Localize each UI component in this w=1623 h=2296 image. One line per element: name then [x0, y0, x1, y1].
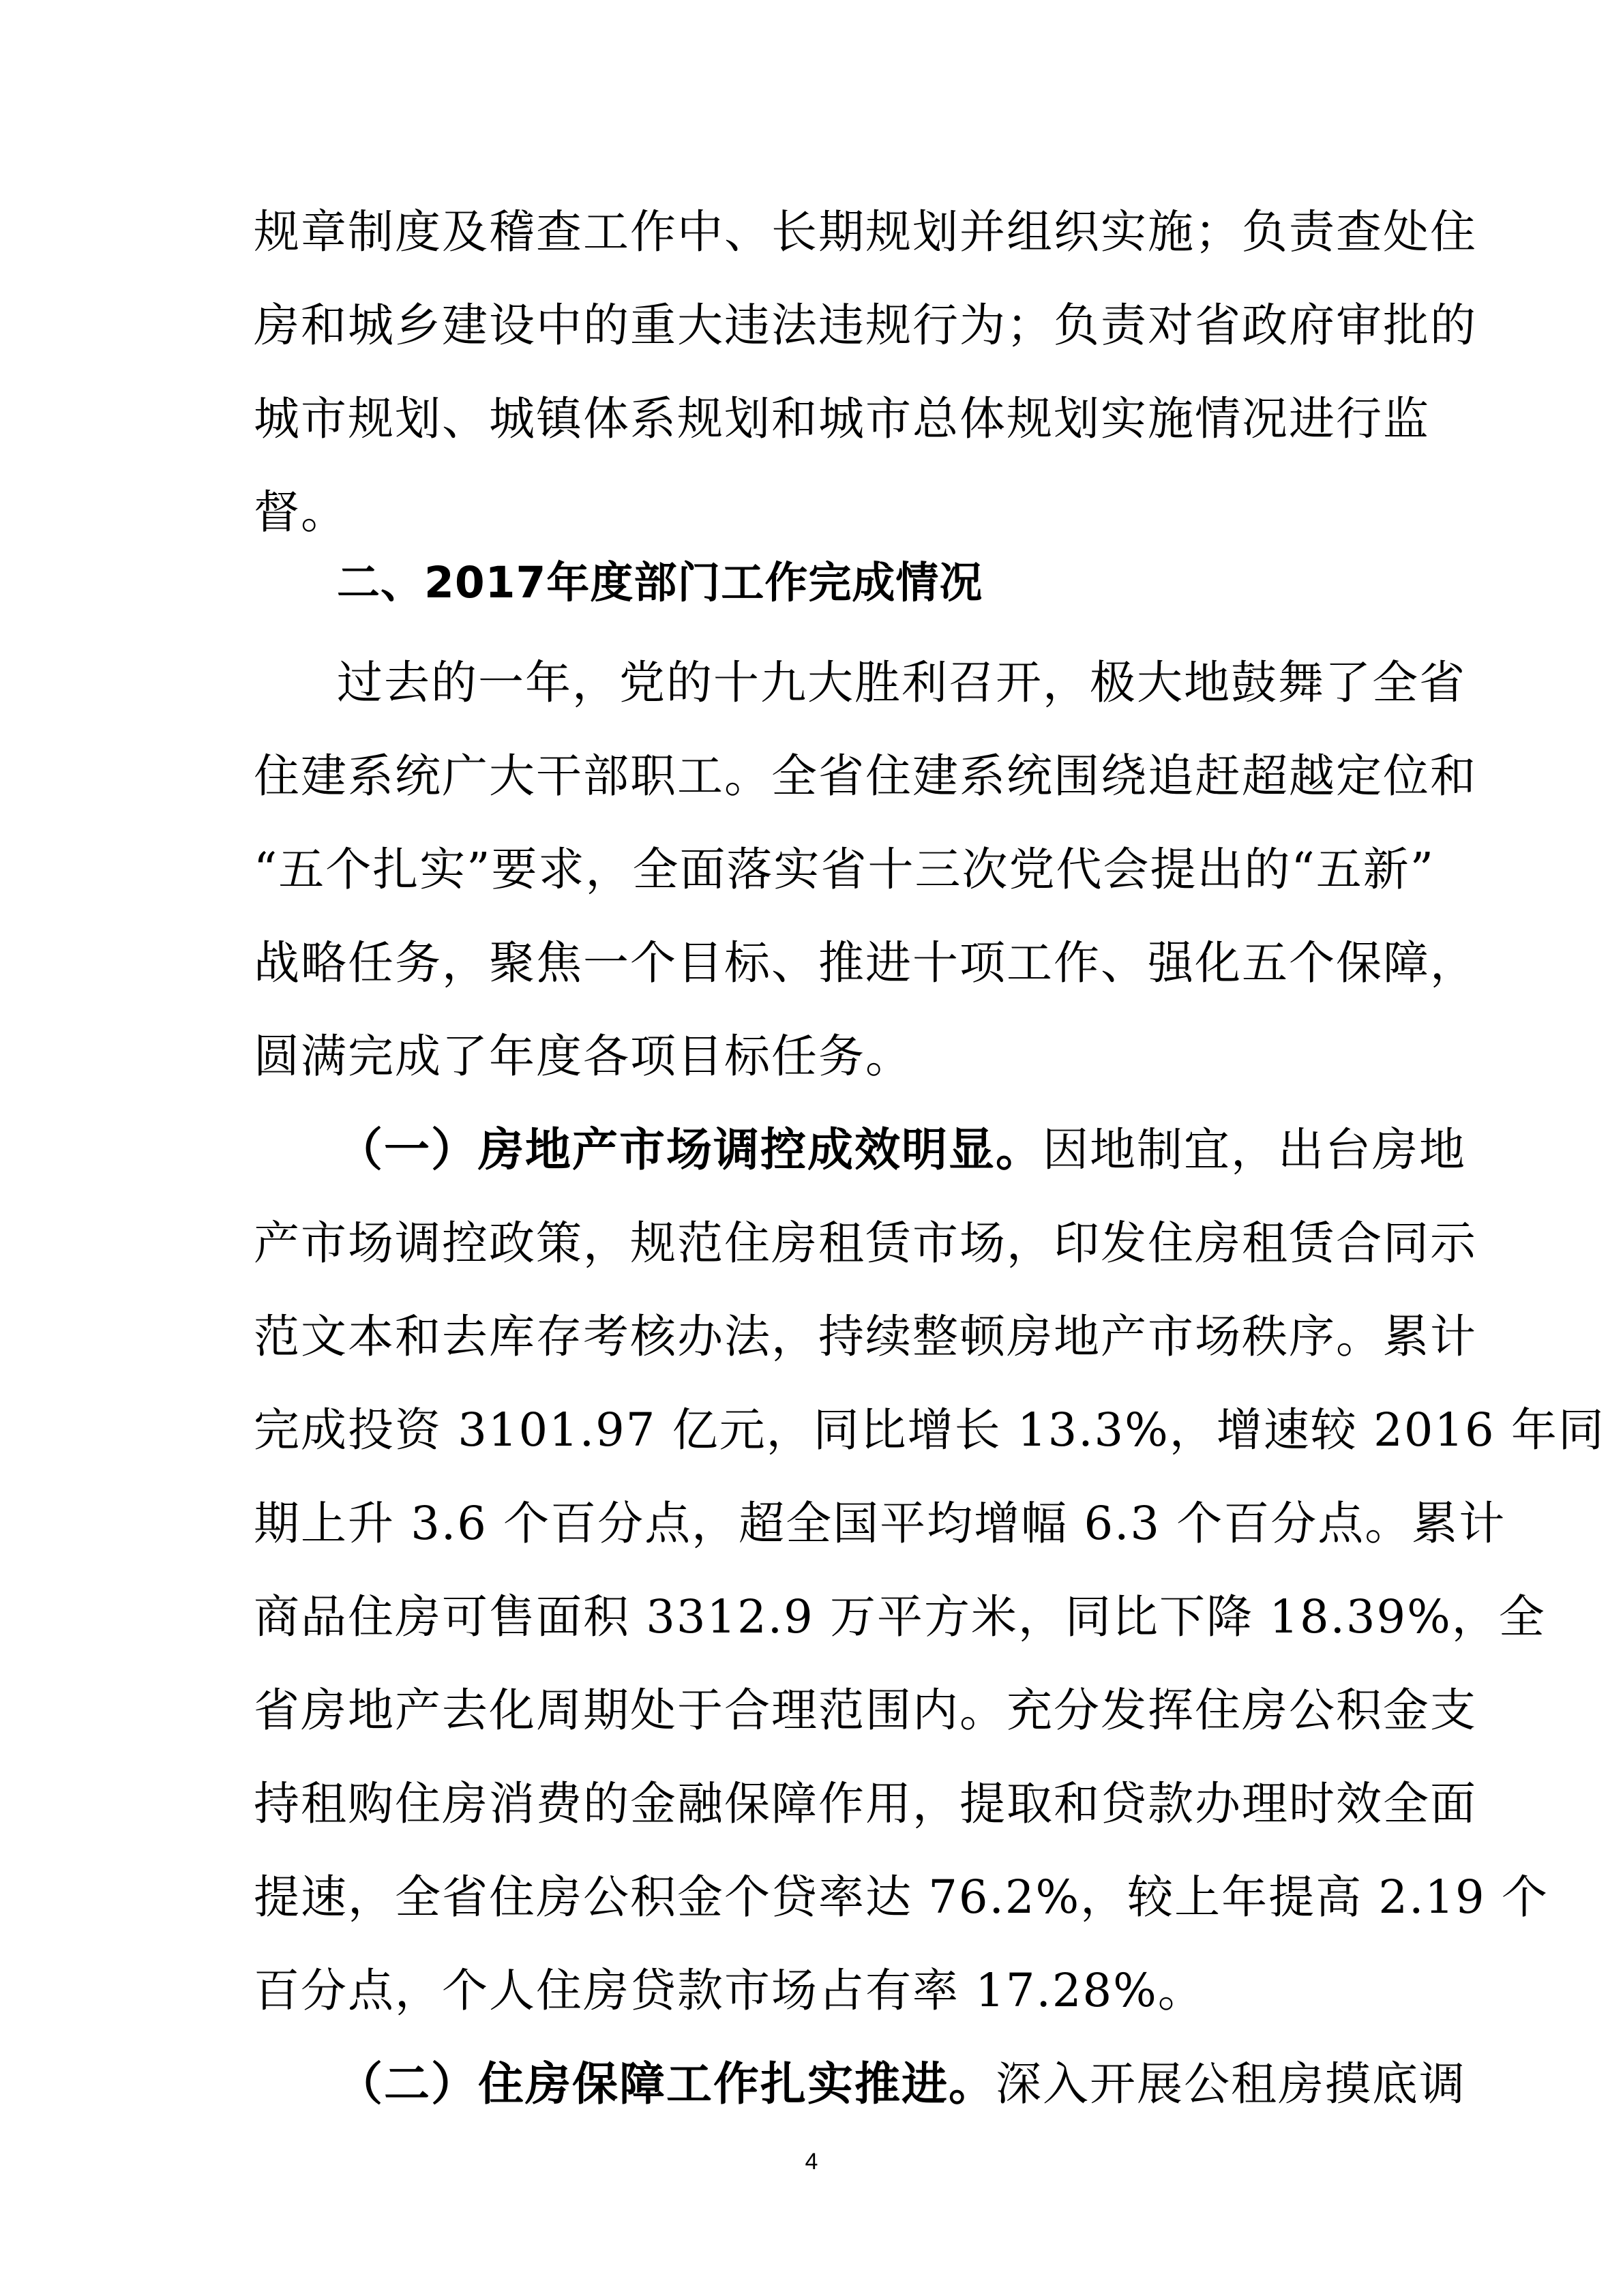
paragraph-line: 战略任务，聚焦一个目标、推进十项工作、强化五个保障， — [254, 936, 1477, 989]
paragraph-line: 圆满完成了年度各项目标任务。 — [254, 1030, 912, 1083]
paragraph-text: 因地制宜，出台房地 — [1043, 1123, 1466, 1176]
paragraph-line — [337, 2053, 1466, 2115]
paragraph-line: 过去的一年，党的十九大胜利召开，极大地鼓舞了全省 — [337, 656, 1466, 709]
paragraph-line: 完成投资 3101.97 亿元，同比增长 13.3%，增速较 2016 年同 — [254, 1403, 1605, 1457]
paragraph-line: 持租购住房消费的金融保障作用，提取和贷款办理时效全面 — [254, 1777, 1477, 1830]
paragraph-line: 房和城乡建设中的重大违法违规行为；负责对省政府审批的 — [254, 299, 1477, 352]
paragraph-line: 省房地产去化周期处于合理范围内。充分发挥住房公积金支 — [254, 1684, 1477, 1737]
paragraph-text: 深入开展公租房摸底调 — [996, 2057, 1466, 2111]
paragraph-line: 提速，全省住房公积金个贷率达 76.2%，较上年提高 2.19 个 — [254, 1870, 1549, 1924]
paragraph-line — [337, 1119, 1466, 1180]
paragraph-line: 城市规划、城镇体系规划和城市总体规划实施情况进行监 — [254, 392, 1430, 445]
page-number: 4 — [805, 2149, 818, 2175]
subsection-lead: （二）住房保障工作扎实推进。 — [337, 2057, 996, 2111]
paragraph-line: 规章制度及稽查工作中、长期规划并组织实施；负责查处住 — [254, 205, 1477, 258]
paragraph-line: 范文本和去库存考核办法，持续整顿房地产市场秩序。累计 — [254, 1310, 1477, 1363]
paragraph-line: 住建系统广大干部职工。全省住建系统围绕追赶超越定位和 — [254, 749, 1477, 803]
paragraph-line: 商品住房可售面积 3312.9 万平方米，同比下降 18.39%，全 — [254, 1590, 1546, 1643]
paragraph-line: 督。 — [254, 486, 348, 539]
subsection-lead: （一）房地产市场调控成效明显。 — [337, 1123, 1043, 1176]
paragraph-line: 期上升 3.6 个百分点，超全国平均增幅 6.3 个百分点。累计 — [254, 1497, 1506, 1550]
section-heading: 二、2017年度部门工作完成情况 — [337, 558, 983, 608]
paragraph-line: “五个扎实”要求，全面落实省十三次党代会提出的“五新” — [254, 843, 1435, 896]
paragraph-line: 产市场调控政策，规范住房租赁市场，印发住房租赁合同示 — [254, 1217, 1477, 1270]
paragraph-line: 百分点，个人住房贷款市场占有率 17.28%。 — [254, 1964, 1205, 2017]
